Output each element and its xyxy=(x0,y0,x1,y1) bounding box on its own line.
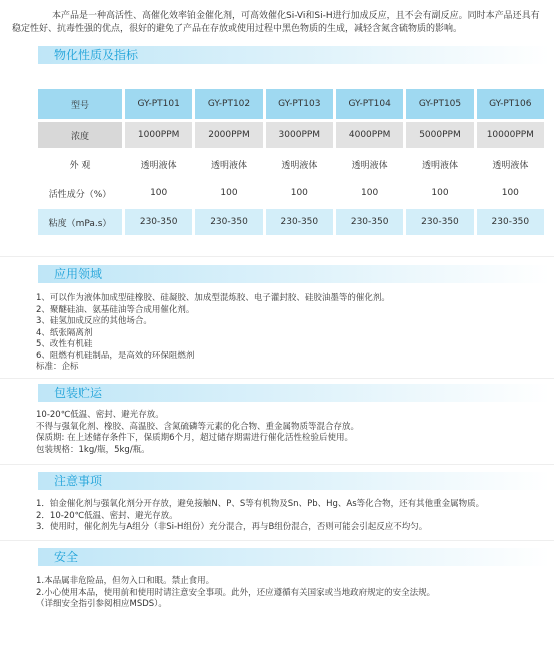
table-cell: 3000PPM xyxy=(266,122,333,148)
table-cell: 透明液体 xyxy=(266,151,333,177)
table-cell: 1000PPM xyxy=(125,122,192,148)
table-row xyxy=(38,151,544,177)
table-cell: GY-PT101 xyxy=(125,89,192,119)
safety-list xyxy=(36,576,546,611)
table-cell: 230-350 xyxy=(266,209,333,235)
table-cell: 230-350 xyxy=(406,209,473,235)
table-cell: 透明液体 xyxy=(477,151,544,177)
divider xyxy=(0,540,554,541)
table-row xyxy=(38,122,544,148)
section-bar-notes xyxy=(38,472,550,490)
table-cell: GY-PT103 xyxy=(266,89,333,119)
text-line: 2.小心使用本品，使用前和使用时请注意安全事项。此外，还应遵循有关国家或当地政府规定的安全法规。 xyxy=(36,587,436,598)
text-line: 1．铂金催化剂与强氧化剂分开存放，避免接触N、P、S等有机物及Sn、Pb、Hg、As等化合物，还有其他重金属物质。 xyxy=(36,499,485,509)
notes-list xyxy=(36,499,546,534)
text-line: 6、阻燃有机硅制品，是高效的环保阻燃剂 xyxy=(36,350,195,361)
divider xyxy=(0,378,554,379)
text-line: 标准：企标 xyxy=(36,362,79,372)
section-bar-packaging xyxy=(38,384,550,402)
table-cell: 100 xyxy=(477,180,544,206)
table-cell: 100 xyxy=(266,180,333,206)
table-cell: 230-350 xyxy=(336,209,403,235)
text-line: 1、可以作为液体加成型硅橡胶、硅凝胶、加成型混炼胶、电子灌封胶、硅胶油墨等的催化剂。 xyxy=(36,293,390,303)
table-cell: 100 xyxy=(195,180,262,206)
table-row xyxy=(38,89,544,119)
table-cell: 230-350 xyxy=(125,209,192,235)
table-cell: 100 xyxy=(406,180,473,206)
table-row xyxy=(38,180,544,206)
application-list xyxy=(36,293,546,374)
properties-table xyxy=(35,86,547,238)
row-label: 型号 xyxy=(38,89,122,119)
section-title-packaging: 包装贮运 xyxy=(54,386,103,400)
table-cell: 透明液体 xyxy=(406,151,473,177)
table-cell: 100 xyxy=(125,180,192,206)
table-cell: 透明液体 xyxy=(336,151,403,177)
intro-paragraph: 本产品是一种高活性、高催化效率铂金催化剂，可高效催化Si-Vi和Si-H进行加成反应，且不会有副反应。同时本产品还具有稳定性好、抗毒性强的优点，很好的避免了产品在存放或使用过程中黑色物质的生成，减轻含氮含硫物质的影响。 xyxy=(12,11,540,34)
section-bar-application xyxy=(38,265,550,283)
table-cell: 4000PPM xyxy=(336,122,403,148)
text-line: 1.本品属非危险品，但勿入口和眼。禁止食用。 xyxy=(36,576,215,586)
table-cell: 230-350 xyxy=(477,209,544,235)
text-line: 10-20℃低温、密封、避光存放。 xyxy=(36,410,164,420)
table-cell: GY-PT105 xyxy=(406,89,473,119)
table-cell: GY-PT102 xyxy=(195,89,262,119)
table-cell: 100 xyxy=(336,180,403,206)
row-label: 粘度（mPa.s） xyxy=(38,209,122,235)
row-label: 外 观 xyxy=(38,151,122,177)
table-cell: 10000PPM xyxy=(477,122,544,148)
table-cell: GY-PT104 xyxy=(336,89,403,119)
table-cell: 230-350 xyxy=(195,209,262,235)
section-bar-safety xyxy=(38,548,550,566)
section-title-notes: 注意事项 xyxy=(54,474,103,488)
packaging-list xyxy=(36,410,546,456)
table-cell: GY-PT106 xyxy=(477,89,544,119)
section-title-application: 应用领域 xyxy=(54,267,103,281)
table-cell: 透明液体 xyxy=(125,151,192,177)
text-line: 2、聚醚硅油、氨基硅油等合成用催化剂。 xyxy=(36,304,195,315)
row-label: 浓度 xyxy=(38,122,122,148)
table-cell: 2000PPM xyxy=(195,122,262,148)
divider xyxy=(0,464,554,465)
text-line: 包装规格：1kg/瓶，5kg/瓶。 xyxy=(36,444,150,455)
row-label: 活性成分（%） xyxy=(38,180,122,206)
text-line: 3．使用时，催化剂先与A组分（非Si-H组份）充分混合，再与B组份混合，否则可能会引起反应不均匀。 xyxy=(36,522,428,532)
text-line: 3、硅氢加成反应的其他场合。 xyxy=(36,316,152,326)
text-line: 4、纸张隔离剂 xyxy=(36,327,93,338)
text-line: 5、改性有机硅 xyxy=(36,339,93,349)
section-title-properties: 物化性质及指标 xyxy=(54,48,139,62)
table-cell: 透明液体 xyxy=(195,151,262,177)
text-line: 保质期: 在上述储存条件下，保质期6个月，超过储存期需进行催化活性检验后使用。 xyxy=(36,433,353,443)
divider xyxy=(0,256,554,257)
table-cell: 5000PPM xyxy=(406,122,473,148)
table-row xyxy=(38,209,544,235)
text-line: （详细安全指引参阅相应MSDS）。 xyxy=(36,599,167,609)
section-title-safety: 安全 xyxy=(54,550,79,564)
text-line: 2．10-20℃低温、密封、避光存放。 xyxy=(36,510,178,521)
text-line: 不得与强氧化剂、橡胶、高温胶、含氮硫磷等元素的化合物、重金属物质等混合存放。 xyxy=(36,421,360,432)
